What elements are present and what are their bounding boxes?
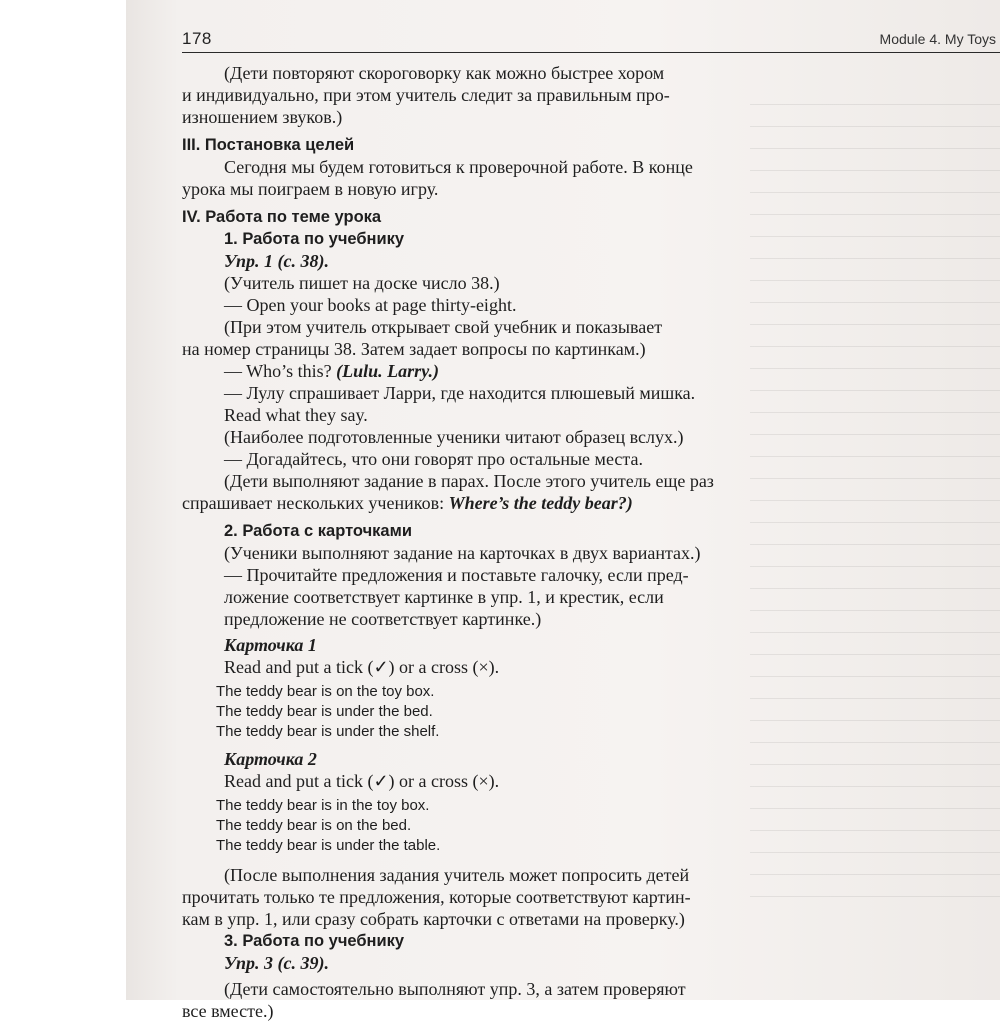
text-line: III. Постановка целей xyxy=(182,136,355,154)
text-line: прочитать только те предложения, которые соответствуют картин- xyxy=(182,887,691,907)
text-line: (После выполнения задания учитель может попросить детей xyxy=(224,865,690,885)
running-title: Module 4. My Toys xyxy=(879,31,996,47)
text-line: The teddy bear is on the bed. xyxy=(216,817,412,834)
text-line: The teddy bear is under the bed. xyxy=(216,703,433,720)
text-line: Read and put a tick (✓) or a cross (×). xyxy=(224,771,500,791)
text-line: на номер страницы 38. Затем задает вопросы по картинкам.) xyxy=(182,339,646,359)
text-line: Read and put a tick (✓) or a cross (×). xyxy=(224,657,500,677)
text-line: ложение соответствует картинке в упр. 1, и крестик, если xyxy=(224,587,664,607)
text-line: (При этом учитель открывает свой учебник и показывает xyxy=(224,317,663,337)
text-line: кам в упр. 1, или сразу собрать карточки с ответами на проверку.) xyxy=(182,909,685,929)
text-line: The teddy bear is on the toy box. xyxy=(216,683,435,700)
text-line: The teddy bear is under the table. xyxy=(216,837,441,854)
text-line: — Догадайтесь, что они говорят про остальные места. xyxy=(224,449,643,469)
text-line: спрашивает нескольких учеников: Where’s the teddy bear?) xyxy=(182,493,633,513)
text-line: 1. Работа по учебнику xyxy=(224,230,405,248)
text-line: (Наиболее подготовленные ученики читают образец вслух.) xyxy=(224,427,684,447)
page-body xyxy=(182,62,862,1022)
text-line: урока мы поиграем в новую игру. xyxy=(182,179,439,199)
text-line: — Лулу спрашивает Ларри, где находится плюшевый мишка. xyxy=(224,383,696,403)
text-line: (Ученики выполняют задание на карточках в двух вариантах.) xyxy=(224,543,701,563)
italic-fragment: (Lulu. Larry.) xyxy=(336,361,440,381)
page-header xyxy=(182,24,1000,53)
text-line: Карточка 2 xyxy=(224,749,317,769)
text-line: — Who’s this? (Lulu. Larry.) xyxy=(224,361,440,381)
text-line: предложение не соответствует картинке.) xyxy=(224,609,542,629)
book-page xyxy=(126,0,1000,1021)
text-line: Упр. 3 (с. 39). xyxy=(224,953,330,973)
text-line: The teddy bear is in the toy box. xyxy=(216,797,430,814)
text-line: The teddy bear is under the shelf. xyxy=(216,723,440,740)
text-line: 2. Работа с карточками xyxy=(224,522,412,540)
text-line: Read what they say. xyxy=(224,405,368,425)
text-line: (Дети выполняют задание в парах. После этого учитель еще раз xyxy=(224,471,714,491)
text-line: изношением звуков.) xyxy=(182,107,343,127)
page-number: 178 xyxy=(182,29,212,48)
text-line: — Open your books at page thirty-eight. xyxy=(224,295,517,315)
text-line: — Прочитайте предложения и поставьте галочку, если пред- xyxy=(224,565,689,585)
text-line: и индивидуально, при этом учитель следит за правильным про- xyxy=(182,85,670,105)
text-line: все вместе.) xyxy=(182,1001,274,1021)
text-line: Сегодня мы будем готовиться к проверочной работе. В конце xyxy=(224,157,693,177)
text-line: Карточка 1 xyxy=(224,635,317,655)
text-line: Упр. 1 (с. 38). xyxy=(224,251,330,271)
text-line: 3. Работа по учебнику xyxy=(224,932,405,950)
text-line: IV. Работа по теме урока xyxy=(182,208,382,226)
italic-fragment: Where’s the teddy bear?) xyxy=(448,493,633,513)
text-line: (Дети повторяют скороговорку как можно быстрее хором xyxy=(224,63,665,83)
text-line: (Дети самостоятельно выполняют упр. 3, а затем проверяют xyxy=(224,979,686,999)
text-line: (Учитель пишет на доске число 38.) xyxy=(224,273,500,293)
